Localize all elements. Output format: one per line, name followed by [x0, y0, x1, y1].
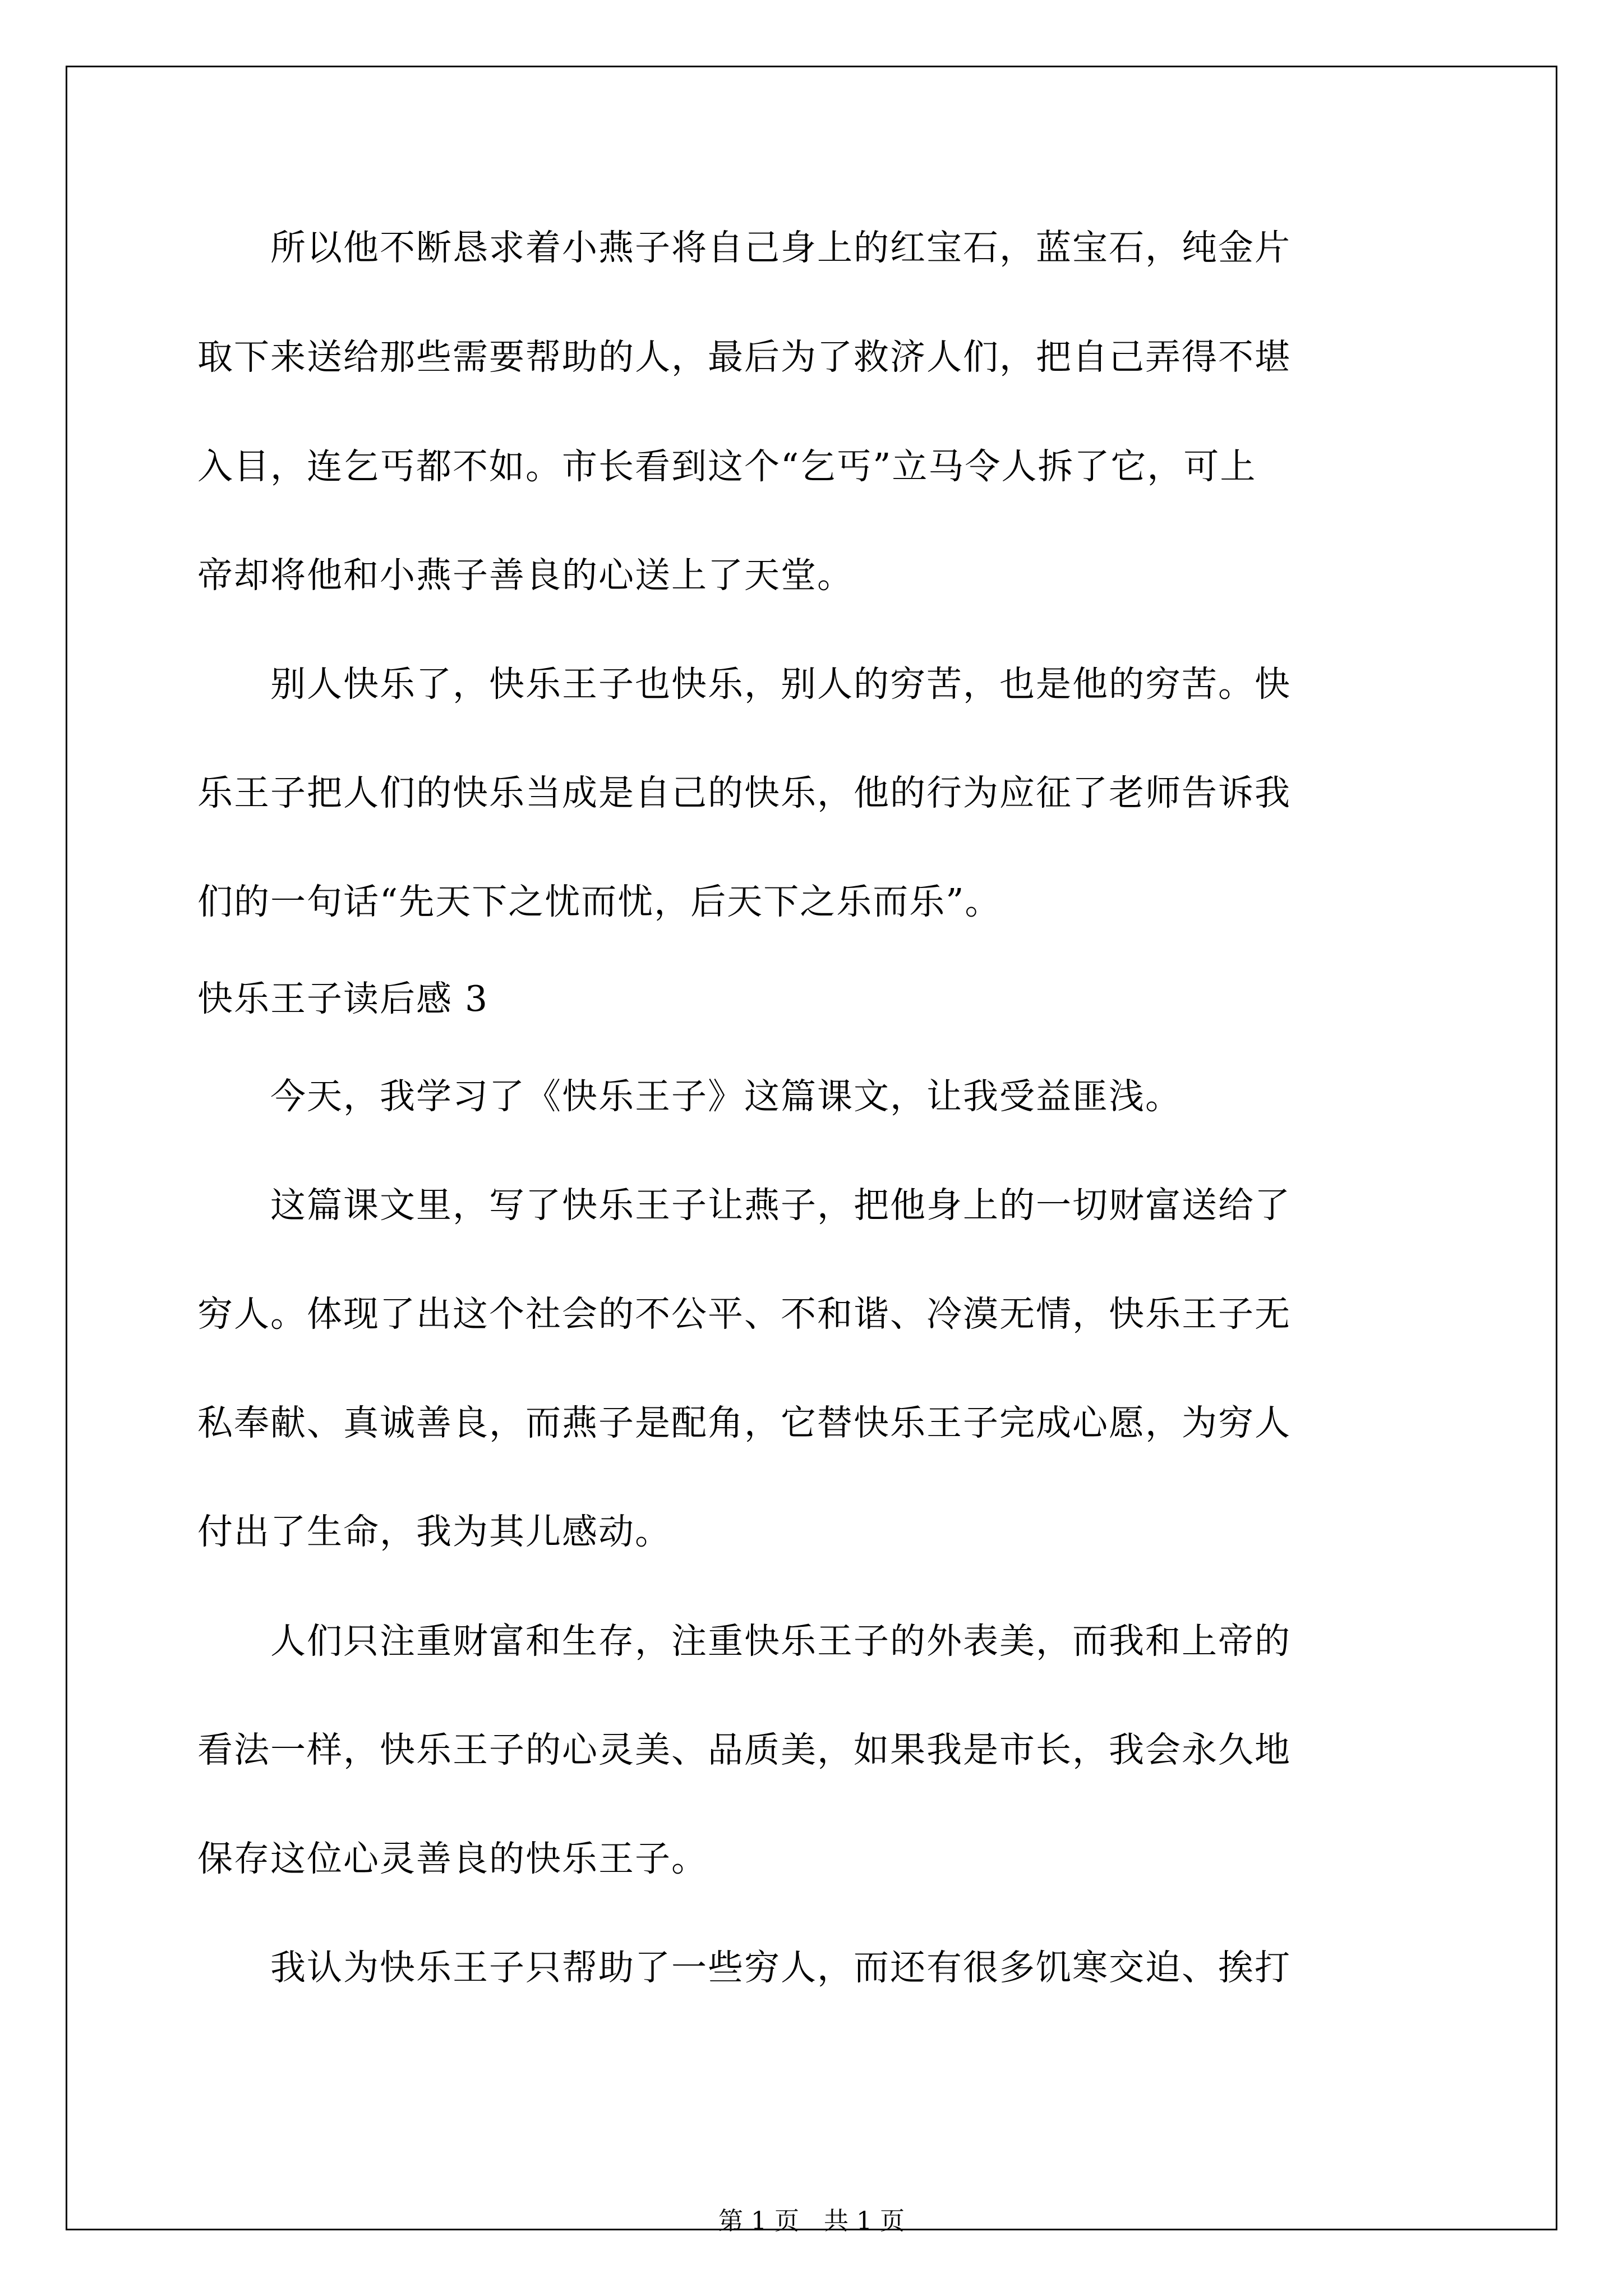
text-line: 我认为快乐王子只帮助了一些穷人，而还有很多饥寒交迫、挨打 — [197, 1947, 1291, 1988]
section-heading: 快乐王子读后感 3 — [197, 978, 489, 1019]
text-line: 所以他不断恳求着小燕子将自己身上的红宝石，蓝宝石，纯金片 — [197, 227, 1291, 268]
text-line: 们的一句话“先天下之忧而忧，后天下之乐而乐”。 — [197, 881, 1002, 922]
text-line: 付出了生命，我为其儿感动。 — [197, 1511, 671, 1552]
text-line: 私奉献、真诚善良，而燕子是配角，它替快乐王子完成心愿，为穷人 — [197, 1402, 1291, 1443]
text-line: 今天，我学习了《快乐王子》这篇课文，让我受益匪浅。 — [197, 1076, 1182, 1117]
page-border — [66, 66, 1557, 2230]
text-line: 穷人。体现了出这个社会的不公平、不和谐、冷漠无情，快乐王子无 — [197, 1294, 1291, 1335]
text-line: 乐王子把人们的快乐当成是自己的快乐，他的行为应征了老师告诉我 — [197, 772, 1291, 813]
text-line: 人们只注重财富和生存，注重快乐王子的外表美，而我和上帝的 — [197, 1621, 1291, 1662]
text-line: 取下来送给那些需要帮助的人，最后为了救济人们，把自己弄得不堪 — [197, 337, 1291, 378]
page-number: 第 1 页 共 1 页 — [718, 2207, 905, 2235]
text-line: 入目，连乞丐都不如。市长看到这个“乞丐”立马令人拆了它，可上 — [197, 446, 1257, 487]
text-line: 这篇课文里，写了快乐王子让燕子，把他身上的一切财富送给了 — [197, 1185, 1291, 1226]
text-line: 帝却将他和小燕子善良的心送上了天堂。 — [197, 555, 854, 596]
text-line: 保存这位心灵善良的快乐王子。 — [197, 1838, 708, 1879]
text-line: 看法一样，快乐王子的心灵美、品质美，如果我是市长，我会永久地 — [197, 1729, 1291, 1770]
text-line: 别人快乐了，快乐王子也快乐，别人的穷苦，也是他的穷苦。快 — [197, 664, 1291, 705]
